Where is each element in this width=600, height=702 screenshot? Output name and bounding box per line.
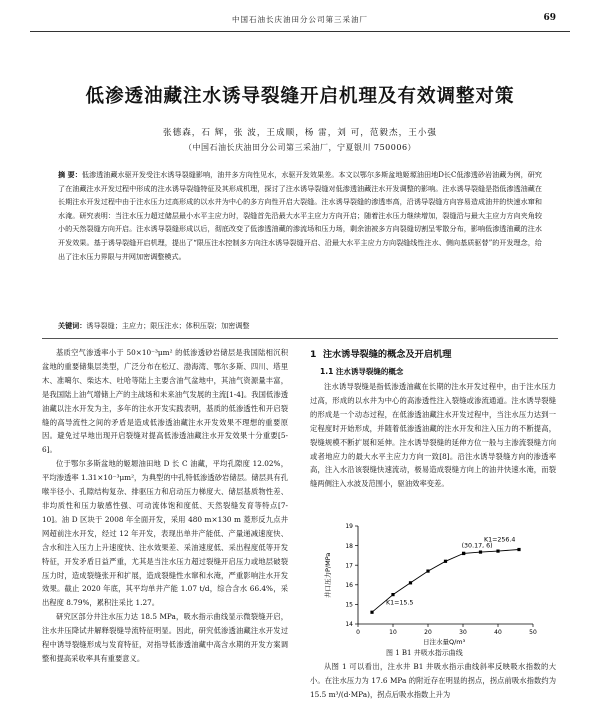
section-heading [310, 346, 451, 360]
annotation-point: (30.17, 6) [461, 542, 493, 550]
x-tick-label: 40 [494, 629, 502, 636]
x-tick-label: 10 [389, 629, 397, 636]
page-number: 69 [543, 13, 556, 23]
y-tick-label: 15 [345, 601, 353, 609]
abstract-divider [42, 338, 558, 339]
data-point [391, 593, 394, 596]
keywords-text: 诱导裂缝；主应力；限压注水；体积压裂；加密调整 [86, 321, 250, 330]
section-number: 1 [310, 349, 317, 360]
right-column [310, 380, 556, 491]
abstract-text: 低渗透油藏水驱开发受注水诱导裂缝影响，油井多方向性见水，水驱开发效果差。本文以鄂尔多斯盆地姬塬油田地D长C低渗透砂岩油藏为例，研究了在油藏注水开发过程中形成的注水诱导裂缝特征及其形成机理，探讨了注水诱导裂缝对低渗透油藏注水开发调整的影响。注水诱导裂缝是指低渗透油藏在长期注水开发过程中由于注水压力过高形成的以水井为中心的多方向性开启大裂缝。注水诱导裂缝的渗透率高，沿诱导裂缝方向容易造成油井的快速水窜和水淹。研究表明：当注水压力超过储层最小水平主应力时，裂缝首先沿最大水平主应力方向开启；随着注水压力继续增加，裂缝沿与最大主应力方向夹角较小的天然裂缝方向开启。注水诱导裂缝形成以后，彻底改变了低渗透油藏的渗流场和压力场，剩余油被多方向裂缝切割呈零散分布，影响低渗透油藏的注水开发效果。基于诱导裂缝开启机理，提出了“限压注水控制多方向注水诱导裂缝开启、沿最大水平主应力方向裂缝线性注水、侧向基质驱替”的开发理念，给出了注水压力界限与井网加密调整模式。 [58, 170, 542, 261]
series-line-2 [464, 550, 519, 554]
series-label-k1: K1=15.5 [386, 599, 414, 607]
series-label-k2: K1=256.4 [484, 536, 516, 544]
figure-caption-text: 图 1 B1 井吸水指示曲线 [386, 649, 463, 657]
data-point [462, 552, 465, 555]
data-point [444, 560, 447, 563]
figure-discussion [310, 660, 556, 702]
data-point [517, 548, 520, 551]
paper-title: 低渗透油藏注水诱导裂缝开启机理及有效调整对策 [85, 86, 515, 107]
x-tick-label: 30 [459, 629, 467, 636]
body-paragraph: 基质空气渗透率小于 50×10⁻³μm² 的低渗透砂岩储层是我国陆相沉积盆地的重要储集层类型，广泛分布在松辽、渤海湾、鄂尔多斯、四川、塔里木、准噶尔、柴达木、吐哈等陆上主要含油气盆地中，其油气资源量丰富，是我国陆上油气增储上产的主战场和未来油气发展的主流[1-4]。我国低渗透油藏以注水开发为主，多年的注水开发实践表明，基质的低渗透性和开启裂缝的高导流性之间的矛盾是造成低渗透油藏注水开发效果不理想的重要原因。避免过早地出现开启裂缝对提高低渗透油藏注水开发效果十分重要[5-6]。 [42, 348, 288, 455]
keywords [58, 320, 542, 332]
x-tick-label: 0 [356, 629, 360, 636]
running-header [0, 14, 600, 28]
y-tick-label: 16 [345, 582, 353, 589]
body-paragraph: 研究区部分井注水压力达 18.5 MPa，吸水指示曲线显示微裂缝开启，注水井压降试井解释裂缝导流特征明显。因此，研究低渗透油藏注水开发过程中诱导裂缝形成与发育特征，对指导低渗透油藏中高含水期的开发方案调整和提高采收率具有重要意义。 [42, 612, 288, 663]
abstract [58, 168, 542, 263]
body-paragraph: 从图 1 可以看出，注水井 B1 井吸水指示曲线斜率反映吸水指数的大小。在注水压力为 17.6 MPa 的附近存在明显的拐点，拐点前吸水指数约为 15.5 m³/(d·MPa)，拐点后吸水指数上升为 [310, 662, 556, 699]
keywords-label: 关键词： [58, 321, 87, 330]
x-axis-label: 日注水量Q/m³ [423, 638, 466, 646]
body-paragraph: 位于鄂尔多斯盆地的姬塬油田地 D 长 C 油藏，平均孔隙度 12.02%，平均渗透率 1.31×10⁻³μm²，为典型的中孔特低渗透砂岩储层。储层具有孔喉半径小、孔隙结构复杂、排驱压力和启动压力梯度大、储层基质物性差、非均质性和压力敏感性强、可动流体饱和度低、天然裂缝发育等特点[7-10]。油 D 区块于 2008 年全面开发，采用 480 m×130 m 菱形反九点井网超前注水开发，经过 12 年开发，表现出单井产能低、产量递减速度快、含水和注入压力上升速度快、注水效果差、采油速度低、采出程度低等开发特征，开发矛盾日益严重，尤其是当注水压力超过裂缝开启压力或地层破裂压力时，造成裂缝张开和扩展，造成裂缝性水窜和水淹，严重影响注水开发效果。截止 2020 年底，其平均单井产能 1.07 t/d，综合含水 66.4%，采出程度 8.79%，累积注采比 1.27。 [42, 459, 288, 608]
data-point [496, 549, 499, 552]
header-rule [30, 31, 570, 32]
affiliation: （中国石油长庆油田分公司第三采油厂，宁夏银川 750006） [183, 143, 417, 152]
data-point [409, 581, 412, 584]
y-tick-label: 19 [345, 523, 353, 531]
y-tick-label: 17 [345, 562, 353, 570]
author-list: 张德森，石 辉，张 波，王成顺，杨 雷，刘 可，范毅杰，王小强 [163, 128, 437, 138]
injection-curve-chart [318, 516, 570, 650]
y-tick-label: 18 [345, 542, 353, 550]
data-point [426, 569, 429, 572]
y-axis-label: 井口压力P/MPa [324, 552, 332, 598]
left-column [42, 346, 288, 666]
body-paragraph: 注水诱导裂缝是指低渗透油藏在长期的注水开发过程中，由于注水压力过高，形成的以水井为中心的高渗透性注入裂缝或渗流通道。注水诱导裂缝的形成是一个动态过程，在低渗透油藏注水开发过程中，当注水压力达到一定程度时开始形成，并随着低渗透油藏的注水开发和注入压力的不断提高，裂缝规模不断扩展和延伸。注水诱导裂缝的延伸方位一般与主渗流裂缝方向或者地应力的最大水平主应力方向一致[8]。沿注水诱导裂缝方向的渗透率高，注入水沿该裂缝快速流动，极易造成裂缝方向上的油井快速水淹，而裂缝两侧注入水波及范围小，驱油效率变差。 [310, 382, 556, 489]
running-title: 中国石油长庆油田分公司第三采油厂 [232, 15, 368, 24]
abstract-label: 摘 要： [58, 170, 82, 179]
subsection-heading: 1.1 注水诱导裂缝的概念 [320, 367, 404, 376]
x-tick-label: 20 [424, 629, 432, 636]
x-tick-label: 50 [529, 629, 537, 636]
data-point [370, 611, 373, 614]
section-title: 注水诱导裂缝的概念及开启机理 [322, 349, 452, 360]
y-tick-label: 14 [345, 621, 353, 629]
data-point [479, 550, 482, 553]
